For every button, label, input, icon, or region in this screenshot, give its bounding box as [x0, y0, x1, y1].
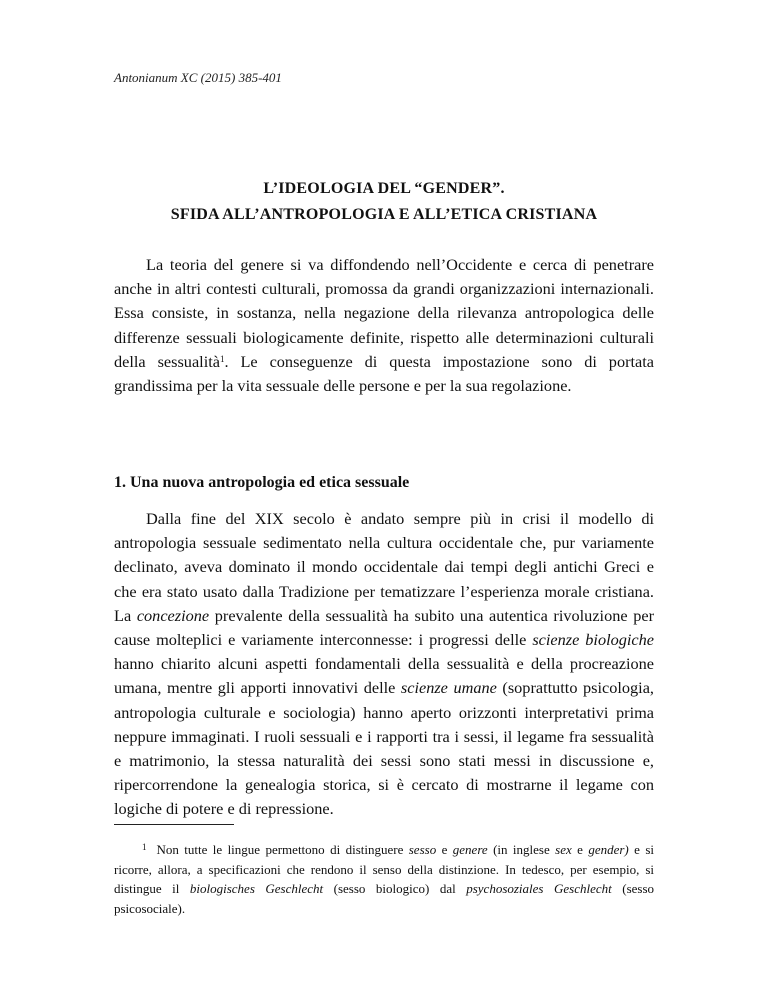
emphasis: genere: [452, 842, 488, 857]
text-run: (soprattutto psicologia, antropologia culturale e sociologia) hanno aperto orizzonti interpretativi prima neppure immaginati. I ruoli sessuali e i rapporti tra i sessi, il legame fra sessualità e matrimonio, la stessa naturalità dei sessi sono stati messi in discussione e, ripercorrendone la genealogia storica, si è cercato di mostrarne il legame con logiche di potere e di repressione.: [114, 678, 654, 819]
text-run: (sesso psicosociale).: [114, 881, 655, 916]
title-line-1: L’IDEOLOGIA DEL “GENDER”.: [263, 180, 505, 197]
emphasis: scienze umane: [400, 678, 497, 698]
footnote-ref[interactable]: 1: [219, 353, 225, 364]
text-run: Non tutte le lingue permettono di distinguere: [156, 842, 409, 857]
text-run: Dalla fine del XIX secolo è andato sempre più in crisi il modello di antropologia sessuale sedimentato nella cultura occidentale che, pur variamente declinato, aveva dominato il mondo occidentale dai tempi degli antichi Greci e che era stato usato dalla Tradizione per tematizzare l’esperienza morale cristiana. La: [114, 509, 654, 625]
text-run: hanno chiarito alcuni aspetti fondamentali della sessualità e della procreazione umana, mentre gli apporti innovativi delle: [114, 654, 654, 698]
footnote-number: 1: [142, 842, 147, 852]
emphasis: sesso: [408, 842, 437, 857]
emphasis: psychosoziales Geschlecht: [466, 881, 612, 896]
text-run: e si ricorre, allora, a specificazioni che rendono il senso della distinzione. In tedesco, per esempio, si distingue il: [114, 842, 655, 896]
text-run: (sesso biologico) dal: [323, 881, 467, 896]
intro-text-1: La teoria del genere si va diffondendo nell’Occidente e cerca di penetrare anche in altri contesti culturali, promossa da grandi organizzazioni internazionali. Essa consiste, in sostanza, nella negazione della rilevanza antropologica delle differenze sessuali biologicamente definite, rispetto alle determinazioni culturali della sessualità: [114, 255, 654, 371]
text-run: (in inglese: [487, 842, 556, 857]
emphasis: sex: [555, 842, 572, 857]
emphasis: scienze biologiche: [532, 630, 655, 650]
title-line-2: SFIDA ALL’ANTROPOLOGIA E ALL’ETICA CRISTIANA: [170, 206, 598, 223]
section-1-paragraph: [114, 507, 654, 822]
footnote: [114, 838, 654, 918]
intro-paragraph: [114, 253, 654, 398]
article-title: [114, 176, 654, 228]
intro-text-2: . Le conseguenze di questa impostazione sono di portata grandissima per la vita sessuale delle persone e per la sua regolazione.: [114, 351, 654, 396]
emphasis: biologisches Geschlecht: [189, 881, 324, 896]
text-run: e: [436, 842, 453, 857]
footnote-divider: [114, 824, 234, 825]
emphasis: gender): [588, 842, 629, 857]
emphasis: concezione: [136, 605, 210, 625]
text-run: prevalente della sessualità ha subito una autentica rivoluzione per cause molteplici e variamente interconnesse: i progressi delle: [114, 605, 655, 650]
running-head: Antonianum XC (2015) 385-401: [114, 70, 282, 85]
section-heading: 1. Una nuova antropologia ed etica sessuale: [114, 474, 410, 491]
text-run: e: [571, 842, 589, 857]
